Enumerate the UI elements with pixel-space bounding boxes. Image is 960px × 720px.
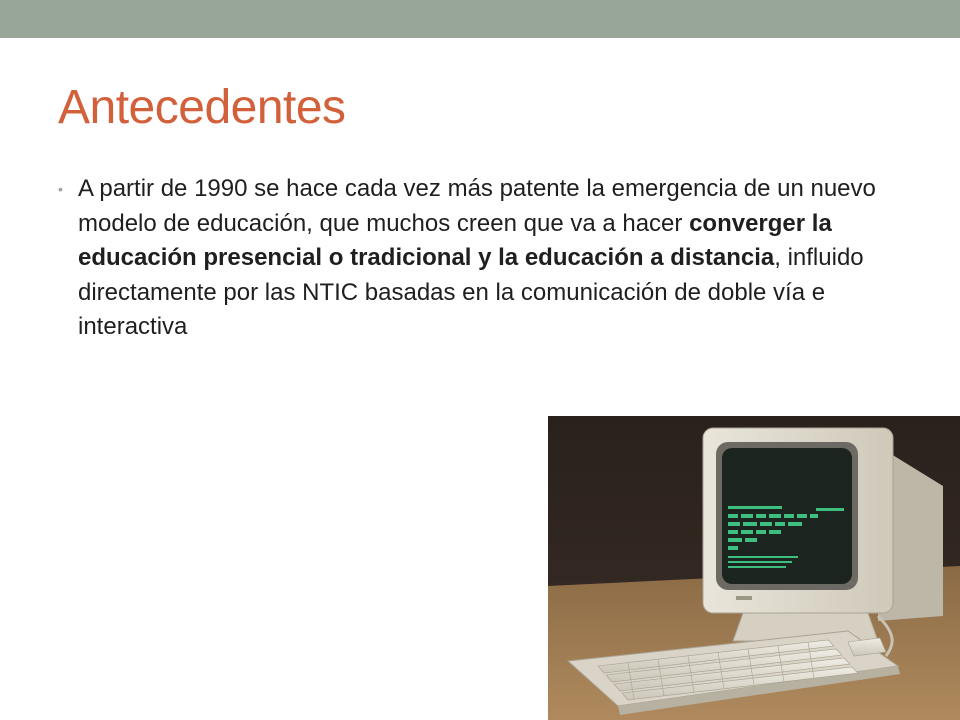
bullet-list (58, 172, 888, 345)
header-bar (0, 0, 960, 38)
bullet-text-bold: converger la educación presencial o tradicional y la educación a distancia (78, 209, 832, 271)
bullet-text-part1: A partir de 1990 se hace cada vez más patente la emergencia de un nuevo modelo de educación, que muchos creen que va a hacer (78, 175, 876, 237)
bullet-text-part2: , influido directamente por las NTIC basadas en la comunicación de doble vía e interactiva (78, 244, 864, 340)
bullet-item (58, 172, 888, 345)
slide-title: Antecedentes (58, 81, 346, 134)
bullet-text (78, 175, 876, 340)
bullet-dot-icon: • (58, 181, 63, 197)
computer-terminal-photo (548, 416, 960, 720)
